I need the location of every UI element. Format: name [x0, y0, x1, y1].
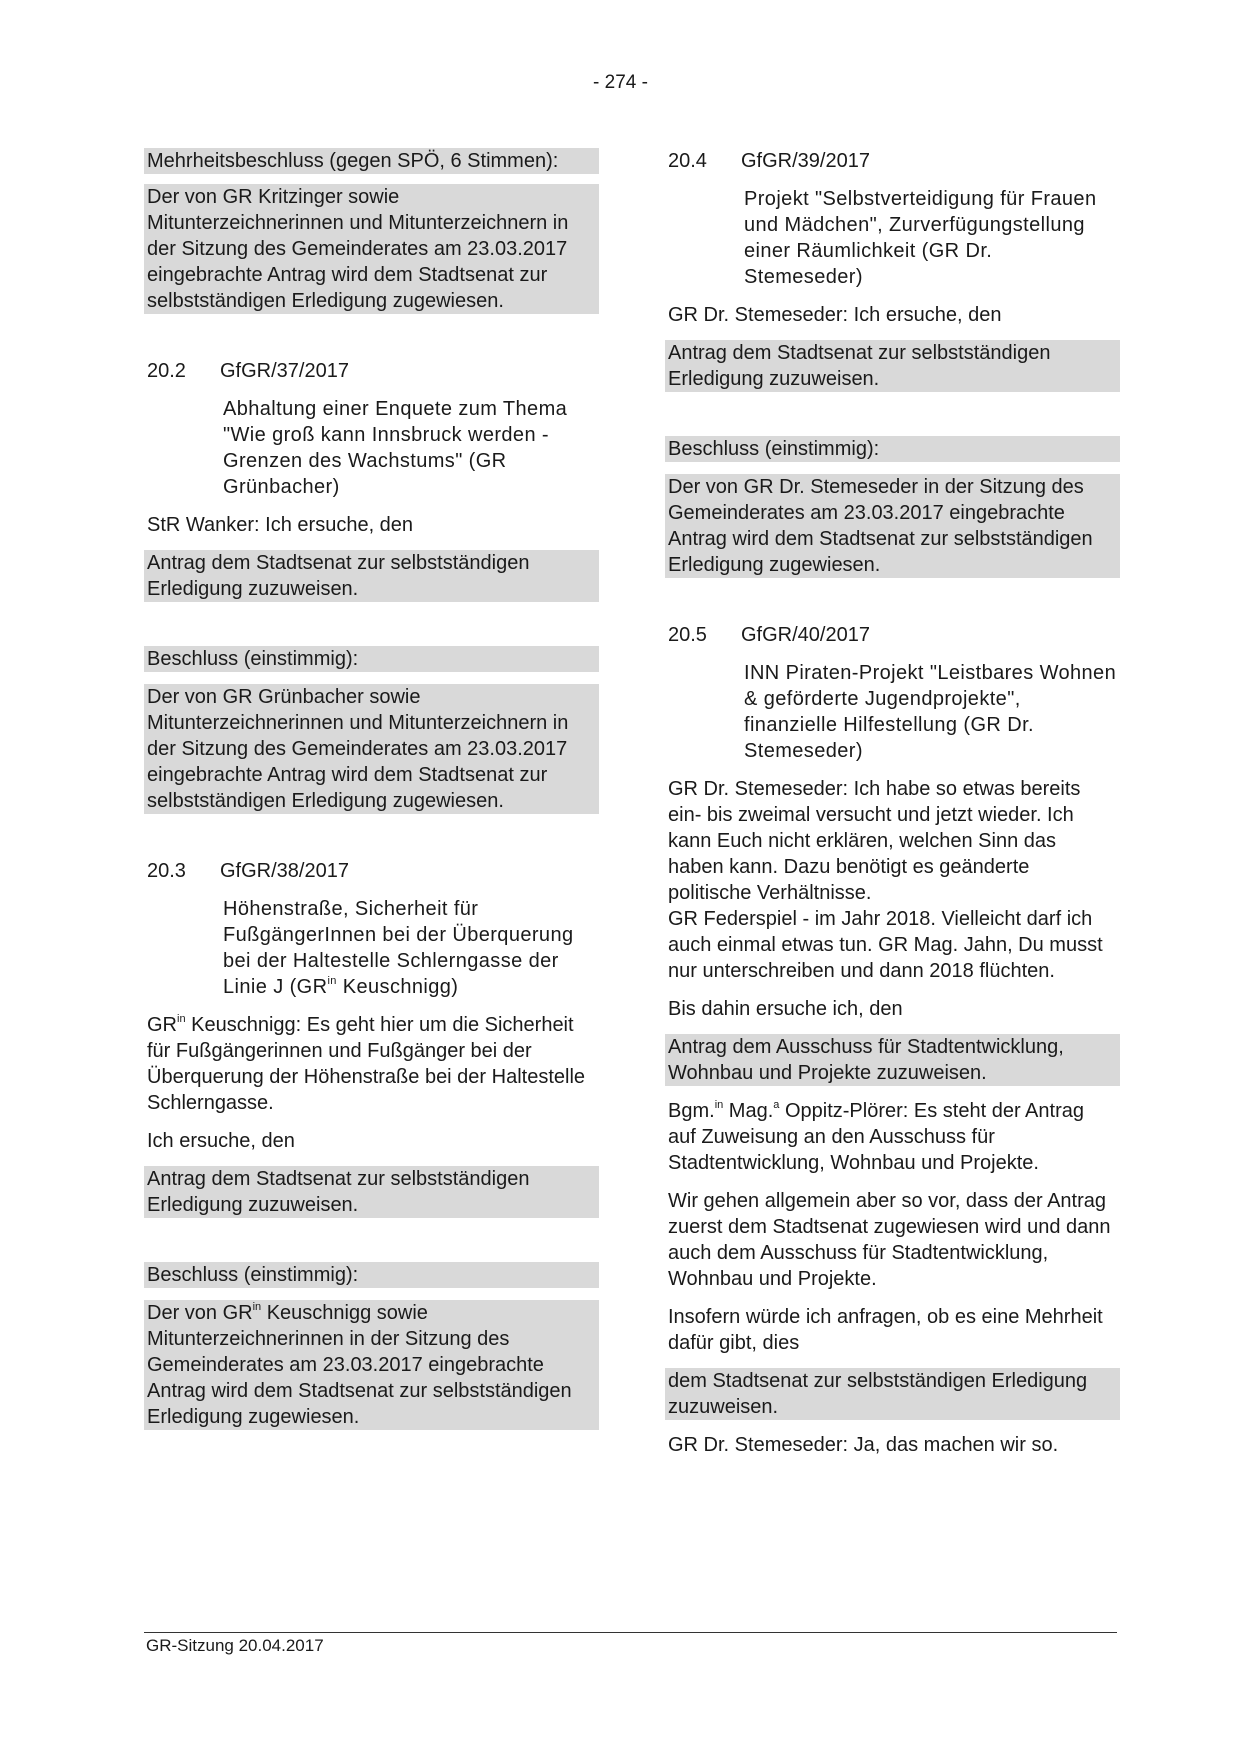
speech: StR Wanker: Ich ersuche, den — [147, 514, 414, 536]
agenda-item-20-5 — [665, 622, 1120, 648]
footer-divider — [144, 1632, 1117, 1633]
proposal-box: Antrag dem Ausschuss für Stadtentwicklung, Wohnbau und Projekte zuzuweisen. — [665, 1034, 1120, 1086]
item-code: GfGR/37/2017 — [220, 360, 349, 382]
speech: $GR^{in}$ Keuschnigg: Es geht hier um die Sicherheit für Fußgängerinnen und Fußgänger bei der Überquerung der Höhenstraße bei der Haltestelle Schlerngasse. — [147, 1013, 586, 1114]
item-number: 20.5 — [668, 624, 707, 646]
speech: Bgm.$^{in}$ Mag.$^a$ Oppitz-Plörer: Es steht der Antrag auf Zuweisung an den Ausschuss für Stadtentwicklung, Wohnbau und Projekte. — [668, 1099, 1084, 1174]
resolution-title: Beschluss (einstimmig): — [144, 1262, 599, 1288]
speech: Wir gehen allgemein aber so vor, dass der Antrag zuerst dem Stadtsenat zugewiesen wird und dann auch dem Ausschuss für Stadtentwicklung, Wohnbau und Projekte. — [668, 1190, 1111, 1290]
item-title: Abhaltung einer Enquete zum Thema "Wie groß kann Innsbruck werden - Grenzen des Wachstums" (GR Grünbacher) — [223, 398, 568, 498]
proposal-box: Antrag dem Stadtsenat zur selbstständigen Erledigung zuzuweisen. — [665, 340, 1120, 392]
proposal-box: Antrag dem Stadtsenat zur selbstständigen Erledigung zuzuweisen. — [144, 1166, 599, 1218]
speech: GR Dr. Stemeseder: Ich ersuche, den — [668, 304, 1002, 326]
item-number: 20.3 — [147, 860, 186, 882]
left-column — [144, 148, 599, 1430]
speech: GR Dr. Stemeseder: Ich habe so etwas bereits ein- bis zweimal versucht und jetzt wieder. Ich kann Euch nicht erklären, welchen Sinn das haben kann. Dazu benötigt es geänderte politische Verhältnisse. — [668, 778, 1081, 904]
agenda-item-20-4 — [665, 148, 1120, 174]
right-column — [665, 148, 1120, 1470]
resolution-text: Der von GR Kritzinger sowie Mitunterzeichnerinnen und Mitunterzeichnern in der Sitzung des Gemeinderates am 23.03.2017 eingebrachte Antrag wird dem Stadtsenat zur selbstständigen Erledigung zugewiesen. — [144, 184, 599, 314]
item-number: 20.2 — [147, 360, 186, 382]
resolution-title: Mehrheitsbeschluss (gegen SPÖ, 6 Stimmen): — [144, 148, 599, 174]
item-code: GfGR/39/2017 — [741, 150, 870, 172]
agenda-item-20-3 — [144, 858, 599, 884]
speech: Ich ersuche, den — [147, 1130, 295, 1152]
resolution-text: Der von GR Dr. Stemeseder in der Sitzung des Gemeinderates am 23.03.2017 eingebrachte Antrag wird dem Stadtsenat zur selbstständigen Erledigung zugewiesen. — [665, 474, 1120, 578]
item-title: Höhenstraße, Sicherheit für FußgängerInnen bei der Überquerung bei der Haltestelle Schlerngasse der Linie J ($GR^{in}$ Keuschnigg) — [223, 898, 574, 998]
item-title: Projekt "Selbstverteidigung für Frauen und Mädchen", Zurverfügungstellung einer Räumlichkeit (GR Dr. Stemeseder) — [744, 188, 1097, 288]
speech: Insofern würde ich anfragen, ob es eine Mehrheit dafür gibt, dies — [668, 1306, 1103, 1354]
resolution-text: Der von $GR^{in}$ Keuschnigg sowie Mitunterzeichnerinnen in der Sitzung des Gemeinderates am 23.03.2017 eingebrachte Antrag wird dem Stadtsenat zur selbstständigen Erledigung zugewiesen. — [144, 1300, 599, 1430]
speech: Bis dahin ersuche ich, den — [668, 998, 903, 1020]
item-number: 20.4 — [668, 150, 707, 172]
item-code: GfGR/40/2017 — [741, 624, 870, 646]
agenda-item-20-2 — [144, 358, 599, 384]
proposal-box: Antrag dem Stadtsenat zur selbstständigen Erledigung zuzuweisen. — [144, 550, 599, 602]
resolution-title: Beschluss (einstimmig): — [144, 646, 599, 672]
page-number: - 274 - — [593, 72, 648, 93]
item-code: GfGR/38/2017 — [220, 860, 349, 882]
resolution-text: Der von GR Grünbacher sowie Mitunterzeichnerinnen und Mitunterzeichnern in der Sitzung des Gemeinderates am 23.03.2017 eingebrachte Antrag wird dem Stadtsenat zur selbstständigen Erledigung zugewiesen. — [144, 684, 599, 814]
footer-text: GR-Sitzung 20.04.2017 — [146, 1636, 324, 1655]
speech: GR Federspiel - im Jahr 2018. Vielleicht darf ich auch einmal etwas tun. GR Mag. Jahn, Du musst nur unterschreiben und dann 2018 flüchten. — [668, 908, 1103, 982]
resolution-title: Beschluss (einstimmig): — [665, 436, 1120, 462]
speech: GR Dr. Stemeseder: Ja, das machen wir so. — [668, 1434, 1059, 1456]
item-title: INN Piraten-Projekt "Leistbares Wohnen & geförderte Jugendprojekte", finanzielle Hilfestellung (GR Dr. Stemeseder) — [744, 662, 1117, 762]
proposal-box: dem Stadtsenat zur selbstständigen Erledigung zuzuweisen. — [665, 1368, 1120, 1420]
